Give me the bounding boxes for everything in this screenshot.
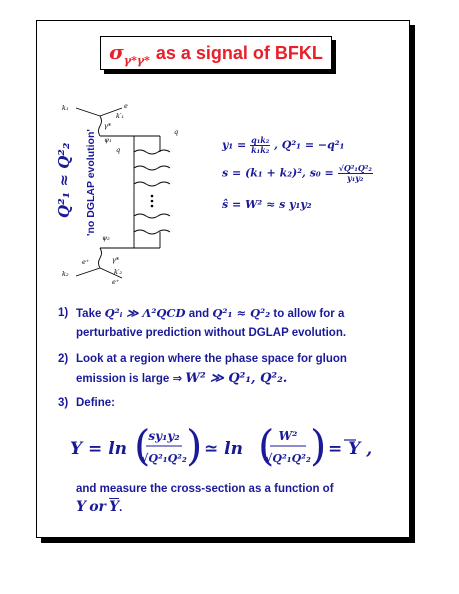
title-symbol: $\sigma_{\gamma*\gamma*}$ xyxy=(109,39,150,67)
equals-ybar: = Y , xyxy=(328,439,373,459)
label-psi2: ψ₂ xyxy=(102,234,110,242)
photon-bottom xyxy=(99,248,102,268)
equation-s: s = (k₁ + k₂)², s₀ = $\frac{\text{√Q²₁Q²₂}}{\text{y₁y₂}}$ xyxy=(222,163,372,183)
y-equals-ln: Y = ln xyxy=(70,439,128,459)
frac1-denominator: √Q²₁Q²₂ xyxy=(141,452,187,465)
frac2-denominator: √Q²₁Q²₂ xyxy=(265,452,311,465)
equation-y1: y₁ = $\frac{\text{q₁k₂}}{\text{k₁k₂}}$ , Q²₁ = −q²₁ xyxy=(222,135,345,155)
label-gamma-bot: γ* xyxy=(112,256,120,264)
frac2-numerator: W² xyxy=(278,429,298,443)
bfkl-diagram xyxy=(56,104,196,284)
equation-shat: ŝ = W² ≈ s y₁y₂ xyxy=(222,198,312,211)
y-definition-equation xyxy=(70,420,400,476)
svg-text:(: ( xyxy=(134,421,151,470)
no-dglap-label: 'no DGLAP evolution' xyxy=(85,129,97,236)
electron-line-bot-in xyxy=(76,268,100,276)
label-k1: k₁ xyxy=(62,104,69,112)
label-gamma-top: γ* xyxy=(104,122,112,130)
photon-top xyxy=(99,116,102,136)
closing-text: and measure the cross-section as a function of Y or $\overline{Y}$. xyxy=(76,483,334,515)
slide: $\sigma_{\gamma*\gamma*}$ as a signal of BFKL k₁ e γ* k′₁ ψ₁ q q k₂ e⁺ γ* k′₂ ψ₂ e⁺ Q²₁ ≈ Q²₂ 'no DGLAP evolution' y₁ = $\frac{\text{q₁k₂}}{\text{k₁k₂}}$ , Q²₁ = −q²₁ s = (k₁ + k₂)², s₀ = $\frac{\text{√Q²₁Q²₂}}{\text{y₁y₂}}$ ŝ = W² ≈ s y₁y₂ 1) Take Q²ᵢ ≫ Λ²QCD and Q²₁ ≈ Q²₂ to allow for a perturbative prediction without DGLAP evolution. 2) Look at a region where the phase space for gluon emission is large ⇒ W² ≫ Q²₁, Q²₂. 3) Define: Y = ln ( sy₁y₂ √Q²₁Q²₂ ) ≃ ln ( W² √Q²₁Q²₂ ) = Y , and measure the cross-section as a function of Y or $\overline{Y}$. xyxy=(0,0,459,594)
svg-text:): ) xyxy=(186,421,203,470)
label-e-bot: e⁺ xyxy=(82,258,90,266)
gluon-ladder xyxy=(134,150,170,234)
svg-text:(: ( xyxy=(258,421,275,470)
label-k2prime: k′₂ xyxy=(114,268,123,276)
label-e-top: e xyxy=(124,104,128,110)
frac1-numerator: sy₁y₂ xyxy=(148,429,180,443)
q-relation-label: Q²₁ ≈ Q²₂ xyxy=(55,142,73,218)
label-q-right: q xyxy=(174,128,179,136)
label-k1prime: k′₁ xyxy=(116,112,125,120)
approx-ln: ≃ ln xyxy=(204,439,243,459)
label-psi1: ψ₁ xyxy=(104,136,112,144)
label-k2: k₂ xyxy=(62,270,69,278)
title-text: as a signal of BFKL xyxy=(155,42,323,63)
label-e-out: e⁺ xyxy=(112,278,120,284)
electron-line-top-in xyxy=(76,108,100,116)
slide-title xyxy=(100,36,332,70)
label-q-left: q xyxy=(116,146,121,154)
svg-text:): ) xyxy=(310,421,327,470)
